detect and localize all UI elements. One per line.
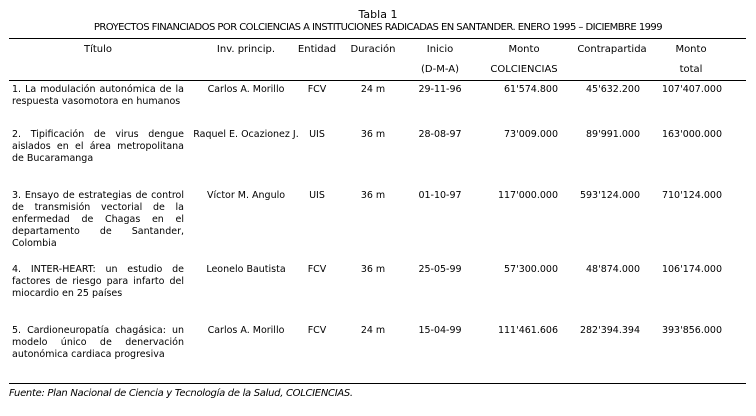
row-5-contrapartida: 282'394.394 — [579, 325, 640, 336]
row-1-monto: 61'574.800 — [504, 84, 558, 95]
row-1-inicio: 29-11-96 — [418, 84, 462, 95]
row-3-monto: 117'000.000 — [497, 190, 558, 201]
row-2-entidad: UIS — [309, 129, 325, 140]
header-titulo: Título — [83, 44, 113, 55]
row-4-duracion: 36 m — [360, 264, 386, 275]
row-2-investigador: Raquel E. Ocazionez J. — [193, 129, 299, 140]
header-monto-total: Monto — [675, 44, 707, 55]
header-inicio-formato: (D-M-A) — [421, 64, 459, 75]
row-5-titulo: 5. Cardioneuropatía chagásica: un modelo único de denervación autonómica cardiaca progresiva — [12, 325, 184, 360]
row-1-total: 107'407.000 — [661, 84, 722, 95]
row-3-total: 710'124.000 — [661, 190, 722, 201]
table-caption: Tabla 1 — [358, 8, 398, 21]
row-1-investigador: Carlos A. Morillo — [207, 84, 285, 95]
row-4-contrapartida: 48'874.000 — [586, 264, 640, 275]
row-5-duracion: 24 m — [360, 325, 386, 336]
row-3-contrapartida: 593'124.000 — [579, 190, 640, 201]
row-2-contrapartida: 89'991.000 — [586, 129, 640, 140]
row-4-entidad: FCV — [307, 264, 327, 275]
row-5-total: 393'856.000 — [661, 325, 722, 336]
row-4-monto: 57'300.000 — [504, 264, 558, 275]
row-4-titulo: 4. INTER-HEART: un estudio de factores de riesgo para infarto del miocardio en 25 países — [12, 264, 184, 299]
row-5-monto: 111'461.606 — [497, 325, 558, 336]
header-contrapartida: Contrapartida — [577, 44, 647, 55]
row-3-titulo: 3. Ensayo de estrategias de control de transmisión vectorial de la enfermedad de Chagas en el departamento de Santander, Colombia — [12, 190, 184, 249]
row-3-inicio: 01-10-97 — [418, 190, 462, 201]
row-2-monto: 73'009.000 — [504, 129, 558, 140]
row-2-duracion: 36 m — [360, 129, 386, 140]
header-entidad: Entidad — [297, 44, 337, 55]
row-1-entidad: FCV — [307, 84, 327, 95]
row-1-contrapartida: 45'632.200 — [586, 84, 640, 95]
row-3-duracion: 36 m — [360, 190, 386, 201]
table-subtitle: PROYECTOS FINANCIADOS POR COLCIENCIAS A INSTITUCIONES RADICADAS EN SANTANDER. ENERO 1995 – DICIEMBRE 1999 — [93, 22, 663, 33]
header-monto-colciencias: COLCIENCIAS — [490, 64, 558, 75]
row-2-total: 163'000.000 — [661, 129, 722, 140]
row-1-duracion: 24 m — [360, 84, 386, 95]
row-2-titulo: 2. Tipificación de virus dengue aislados en el área metropolitana de Bucaramanga — [12, 129, 184, 164]
header-investigador: Inv. princip. — [216, 44, 276, 55]
row-3-investigador: Víctor M. Angulo — [206, 190, 286, 201]
row-2-inicio: 28-08-97 — [418, 129, 462, 140]
header-monto-total-sub: total — [679, 64, 703, 75]
row-5-investigador: Carlos A. Morillo — [207, 325, 285, 336]
row-4-investigador: Leonelo Bautista — [206, 264, 286, 275]
bottom-rule — [9, 383, 746, 384]
row-1-titulo: 1. La modulación autonómica de la respuesta vasomotora en humanos — [12, 84, 184, 107]
row-4-inicio: 25-05-99 — [418, 264, 462, 275]
top-rule — [9, 38, 746, 39]
header-rule — [9, 80, 746, 81]
header-monto: Monto — [508, 44, 540, 55]
row-5-entidad: FCV — [307, 325, 327, 336]
header-duracion: Duración — [350, 44, 396, 55]
header-inicio: Inicio — [426, 44, 454, 55]
source-footnote: Fuente: Plan Nacional de Ciencia y Tecnología de la Salud, COLCIENCIAS. — [9, 388, 353, 399]
row-4-total: 106'174.000 — [661, 264, 722, 275]
row-5-inicio: 15-04-99 — [418, 325, 462, 336]
row-3-entidad: UIS — [309, 190, 325, 201]
